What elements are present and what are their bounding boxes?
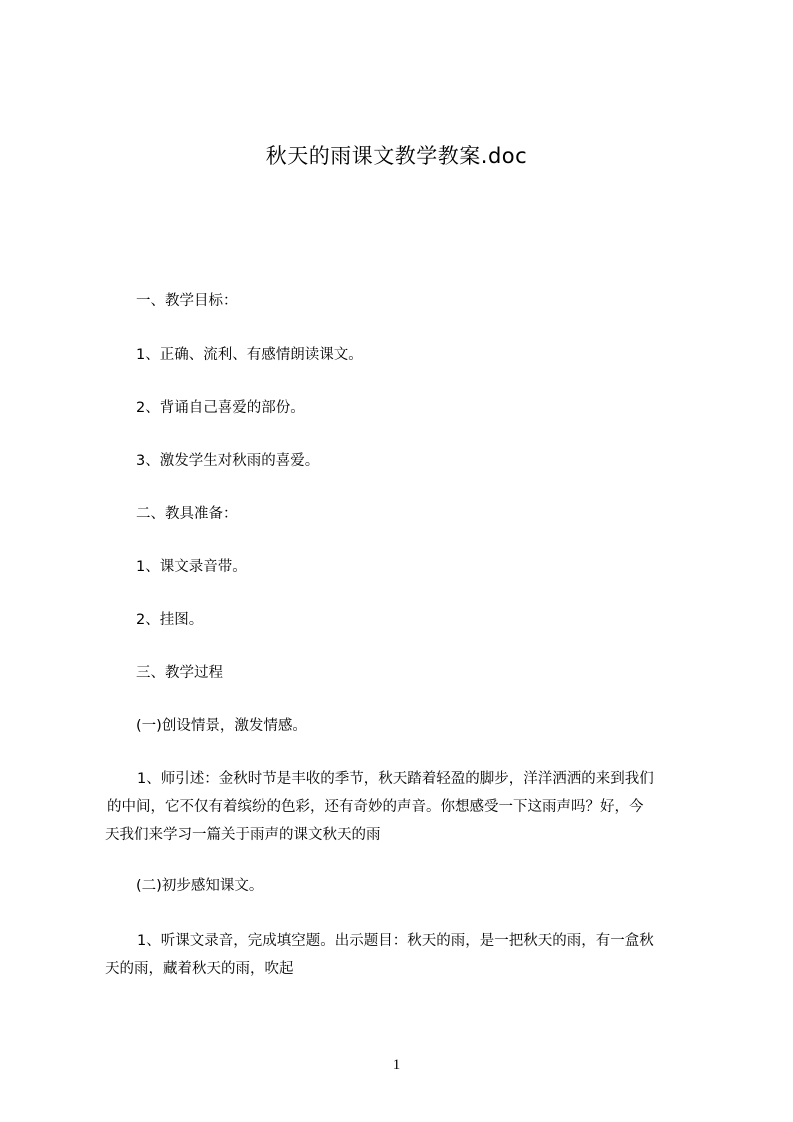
goal-item-2: 2、背诵自己喜爱的部份。 [136, 400, 305, 416]
heading-teaching-aids: 二、教具准备： [136, 506, 238, 522]
page-number: 1 [392, 1057, 401, 1073]
paragraph-line: 1、师引述：金秋时节是丰收的季节，秋天踏着轻盈的脚步，洋洋洒洒的来到我们 [137, 771, 654, 787]
paragraph-listen-recording [105, 927, 720, 983]
paragraph-line: 天的雨，藏着秋天的雨，吹起 [105, 961, 294, 977]
process-step-1-heading: (一)创设情景，激发情感。 [136, 718, 307, 734]
paragraph-line: 天我们来学习一篇关于雨声的课文秋天的雨 [105, 827, 381, 843]
process-step-2-heading: (二)初步感知课文。 [136, 878, 264, 894]
heading-teaching-goals: 一、教学目标： [136, 293, 238, 309]
goal-item-1: 1、正确、流利、有感情朗读课文。 [136, 347, 363, 363]
paragraph-line: 1、听课文录音，完成填空题。出示题目：秋天的雨，是一把秋天的雨，有一盒秋 [137, 933, 654, 949]
heading-teaching-process: 三、教学过程 [136, 665, 223, 681]
aid-item-1: 1、课文录音带。 [136, 559, 247, 575]
paragraph-teacher-intro [105, 765, 720, 849]
document-title: 秋天的雨课文教学教案.doc [265, 144, 528, 168]
paragraph-line: 的中间，它不仅有着缤纷的色彩，还有奇妙的声音。你想感受一下这雨声吗？好，今 [107, 799, 644, 815]
aid-item-2: 2、挂图。 [136, 612, 204, 628]
goal-item-3: 3、激发学生对秋雨的喜爱。 [136, 453, 320, 469]
